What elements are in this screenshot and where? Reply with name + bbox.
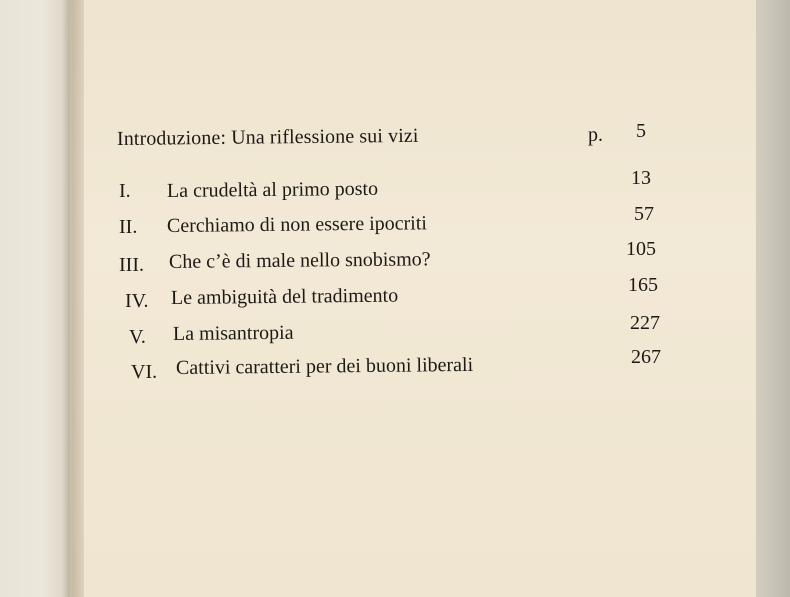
chapter-page-number: 105 bbox=[626, 238, 656, 260]
chapter-page-number: 165 bbox=[628, 274, 658, 296]
chapter-page-number: 13 bbox=[631, 167, 651, 189]
chapter-title: Le ambiguità del tradimento bbox=[170, 284, 399, 309]
chapter-page-number: 227 bbox=[630, 312, 660, 334]
chapter-numeral: I. bbox=[119, 180, 131, 202]
chapter-title: Che c’è di male nello snobismo? bbox=[168, 248, 431, 273]
chapter-title: Cattivi caratteri per dei buoni liberali bbox=[175, 353, 474, 379]
introduction-title: Introduzione: Una riflessione sui vizi bbox=[116, 124, 419, 150]
chapter-page-number: 267 bbox=[631, 346, 661, 368]
introduction-page-number: 5 bbox=[636, 120, 646, 142]
chapter-page-number: 57 bbox=[634, 203, 654, 225]
chapter-numeral: VI. bbox=[131, 361, 158, 383]
chapter-numeral: II. bbox=[119, 216, 138, 238]
introduction-page-prefix: p. bbox=[588, 124, 603, 146]
chapter-numeral: III. bbox=[119, 254, 144, 276]
chapter-numeral: IV. bbox=[125, 290, 149, 312]
chapter-title: La crudeltà al primo posto bbox=[166, 177, 379, 202]
chapter-title: La misantropia bbox=[172, 321, 294, 345]
chapter-title: Cerchiamo di non essere ipocriti bbox=[166, 212, 428, 237]
chapter-numeral: V. bbox=[129, 326, 146, 348]
